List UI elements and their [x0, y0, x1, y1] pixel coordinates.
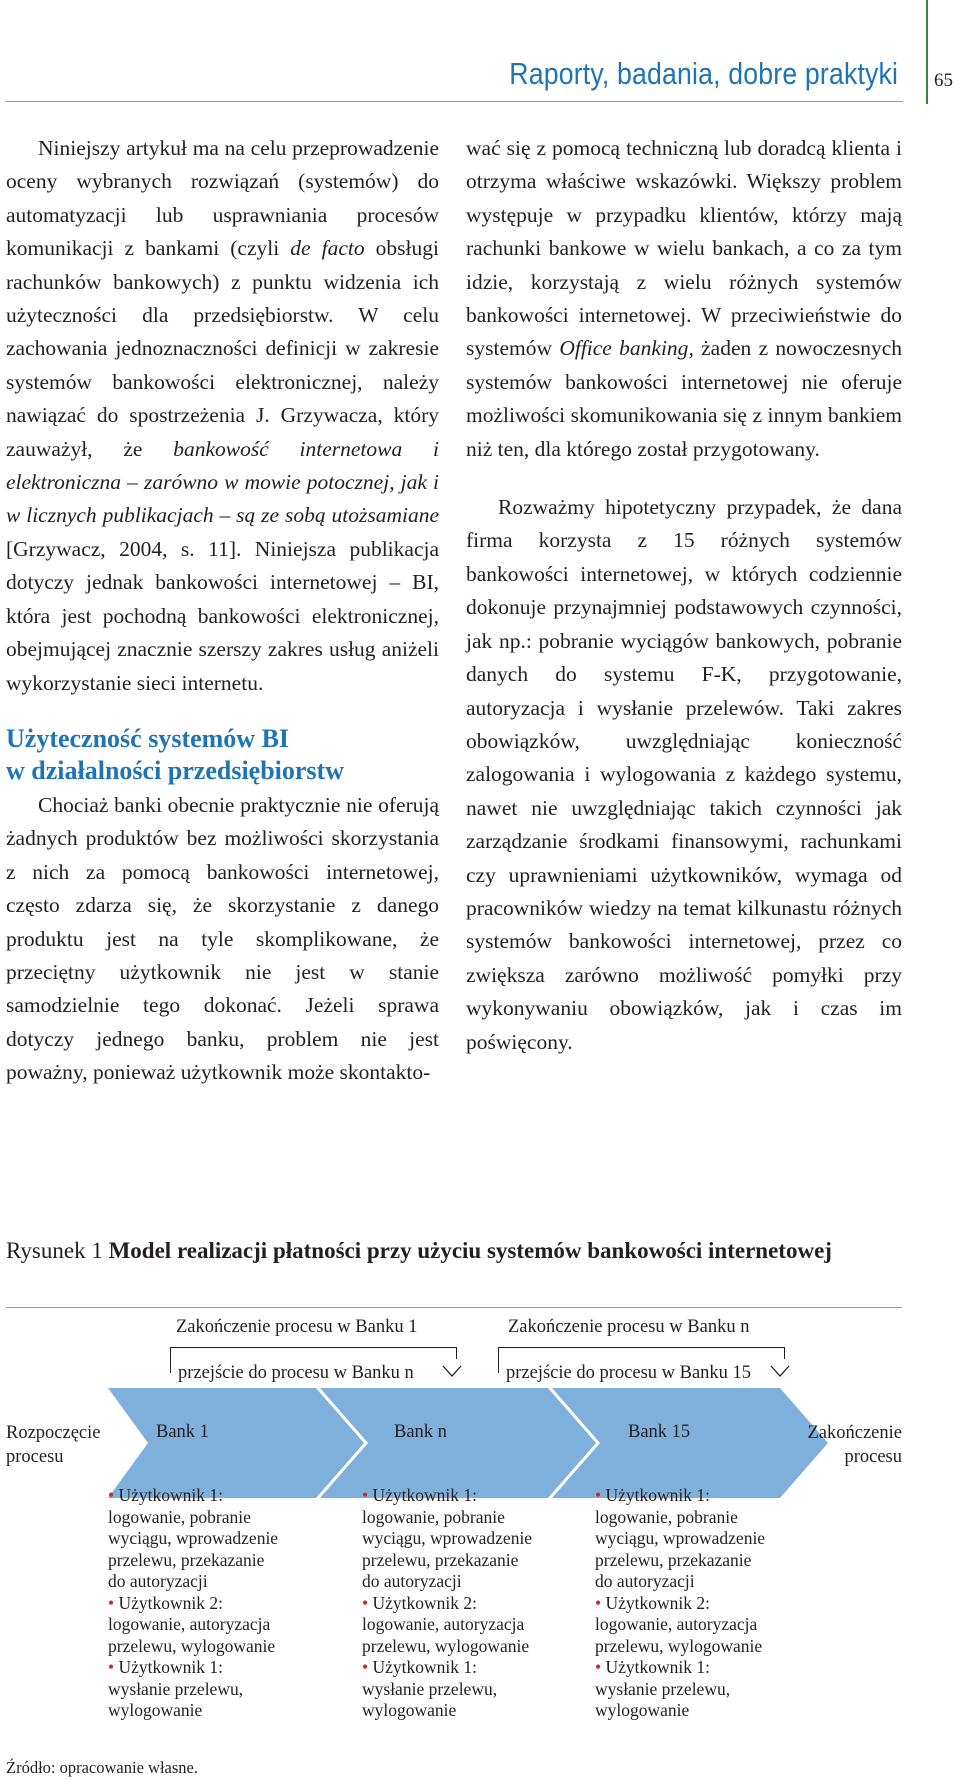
user-step-line	[595, 1550, 765, 1572]
user-step-line	[108, 1679, 278, 1701]
user-step-text: Użytkownik 2:	[372, 1592, 478, 1613]
figure-caption	[6, 1235, 902, 1267]
text-run: [Grzywacz, 2004, s. 11]. Niniejsza publikacja dotyczy jednak bankowości internetowej – BI, która jest pochodną bankowości elektronicznej, obejmującej znacznie szerszy zakres usług aniżeli wykorzystanie sieci internetu.	[6, 536, 439, 695]
user-step-line	[595, 1528, 765, 1550]
user-step-text: logowanie, autoryzacja	[595, 1614, 758, 1634]
user-step-heading	[108, 1593, 278, 1615]
user-step-line	[362, 1550, 532, 1572]
user-step-text: przelewu, przekazanie	[108, 1549, 265, 1570]
section-heading	[6, 723, 439, 787]
user-step-text: logowanie, autoryzacja	[108, 1614, 271, 1634]
right-paragraph-1	[466, 132, 902, 466]
user-step-text: wysłanie przelewu,	[595, 1678, 731, 1699]
italic-text-run: Office banking	[559, 336, 689, 361]
figure-caption-title: Model realizacji płatności przy użyciu systemów bankowości internetowej	[108, 1238, 832, 1263]
user-step-text: wylogowanie	[108, 1700, 203, 1720]
bullet-icon: •	[362, 1657, 373, 1677]
end-process-bank-n-label: Zakończenie procesu w Banku n	[508, 1317, 750, 1337]
user-step-line	[595, 1571, 765, 1593]
section-heading-line-1: Użyteczność systemów BI	[6, 723, 290, 753]
user-step-text: logowanie, pobranie	[108, 1506, 251, 1527]
bullet-icon: •	[108, 1657, 119, 1677]
user-step-text: wyciągu, wprowadzenie	[362, 1528, 533, 1548]
bullet-icon: •	[108, 1592, 119, 1613]
header-accent-line	[926, 0, 928, 104]
stage-label-bank-1: Bank 1	[156, 1422, 209, 1442]
end-process-label-line-2: procesu	[844, 1447, 902, 1467]
right-paragraph-2: Rozważmy hipotetyczny przypadek, że dana firma korzysta z 15 różnych systemów bankowości internetowej, w których codziennie dokonuje przynajmniej podstawowych czynności, jak np.: pobranie wyciągów bankowych, pobranie danych do systemu F-K, przygotowanie, autoryzacja i wysłanie przelewów. Taki zakres obowiązków, uwzględniając konieczność zalogowania i wylogowania z każdego systemu, nawet nie uwzględniając takich czynności jak zarządzanie środkami finansowymi, rachunkami czy uprawnieniami użytkowników, wymaga od pracowników wiedzy na temat kilkunastu różnych systemów bankowości internetowej, przez co zwiększa zarówno możliwość pomyłki przy wykonywaniu obowiązków, jak i czas im poświęcony.	[466, 495, 902, 1054]
user-step-text: przelewu, przekazanie	[362, 1549, 519, 1570]
user-step-line	[108, 1528, 278, 1550]
figure-source: Źródło: opracowanie własne.	[6, 1758, 198, 1777]
stage-label-bank-n: Bank n	[394, 1422, 447, 1442]
user-step-text: Użytkownik 1:	[118, 1485, 224, 1505]
user-step-line	[362, 1700, 532, 1722]
user-step-heading	[362, 1593, 532, 1615]
user-step-text: logowanie, autoryzacja	[362, 1614, 525, 1634]
user-step-line	[362, 1614, 532, 1636]
figure-caption-prefix: Rysunek 1	[6, 1238, 103, 1263]
user-step-heading	[108, 1657, 278, 1679]
user-step-text: Użytkownik 2:	[605, 1592, 711, 1613]
user-step-line	[362, 1679, 532, 1701]
user-step-text: Użytkownik 1:	[118, 1657, 224, 1677]
bracket-1-top	[170, 1347, 456, 1348]
text-run: wać się z pomocą techniczną lub doradcą klienta i otrzyma właściwe wskazówki. Większy problem występuje w przypadku klientów, którzy mają rachunki bankowe w wielu bankach, a co za tym idzie, korzystają z wielu różnych systemów bankowości internetowej. W przeciwieństwie do systemów	[466, 136, 902, 361]
user-step-line	[108, 1507, 278, 1529]
left-column	[6, 132, 439, 1090]
user-step-text: wysłanie przelewu,	[108, 1678, 244, 1699]
user-step-line	[108, 1700, 278, 1722]
user-step-text: wysłanie przelewu,	[362, 1678, 498, 1699]
bullet-icon: •	[595, 1485, 606, 1505]
user-step-heading	[595, 1485, 765, 1507]
user-step-text: do autoryzacji	[108, 1571, 208, 1591]
user-step-line	[108, 1571, 278, 1593]
bullet-icon: •	[595, 1657, 606, 1677]
start-process-label-line-1: Rozpoczęcie	[6, 1423, 101, 1443]
user-step-text: Użytkownik 2:	[118, 1592, 224, 1613]
bullet-icon: •	[108, 1485, 119, 1505]
page-number: 65	[934, 70, 953, 91]
user-step-line	[595, 1700, 765, 1722]
bracket-1-left	[170, 1347, 171, 1373]
stage-label-bank-15: Bank 15	[628, 1422, 691, 1442]
user-step-line	[595, 1679, 765, 1701]
user-step-text: wyciągu, wprowadzenie	[108, 1528, 279, 1548]
user-step-text: logowanie, pobranie	[362, 1506, 505, 1527]
arrow-down-icon	[441, 1356, 463, 1380]
user-step-text: do autoryzacji	[595, 1571, 695, 1591]
header-rule	[6, 101, 903, 102]
user-step-line	[362, 1528, 532, 1550]
user-steps-bank-15	[595, 1485, 765, 1722]
end-process-label-line-1: Zakończenie	[807, 1423, 902, 1443]
user-step-text: przelewu, wylogowanie	[108, 1635, 276, 1656]
user-step-line	[595, 1507, 765, 1529]
bullet-icon: •	[362, 1485, 373, 1505]
arrow-down-icon	[769, 1356, 791, 1380]
user-step-line	[108, 1550, 278, 1572]
transition-to-bank-15-label: przejście do procesu w Banku 15	[506, 1363, 752, 1383]
user-step-text: Użytkownik 1:	[605, 1657, 711, 1677]
user-step-heading	[595, 1657, 765, 1679]
user-steps-bank-n	[362, 1485, 532, 1722]
bullet-icon: •	[595, 1592, 606, 1613]
user-step-text: wylogowanie	[362, 1700, 457, 1720]
user-step-line	[595, 1636, 765, 1658]
user-step-line	[595, 1614, 765, 1636]
user-step-text: do autoryzacji	[362, 1571, 462, 1591]
user-step-text: wyciągu, wprowadzenie	[595, 1528, 766, 1548]
user-step-text: przelewu, wylogowanie	[362, 1635, 530, 1656]
left-paragraph-2: Chociaż banki obecnie praktycznie nie oferują żadnych produktów bez możliwości skorzystania z nich za pomocą bankowości internetowej, często zdarza się, że skorzystanie z danego produktu jest na tyle skomplikowane, że przeciętny użytkownik nie jest w stanie samodzielnie tego dokonać. Jeżeli sprawa dotyczy jednego banku, problem nie jest poważny, ponieważ użytkownik może skontakto-	[6, 792, 439, 1085]
italic-text-run: de facto	[290, 236, 365, 261]
end-process-bank-1-label: Zakończenie procesu w Banku 1	[176, 1317, 418, 1337]
transition-to-bank-n-label: przejście do procesu w Banku n	[178, 1363, 414, 1383]
section-heading-line-2: w działalności przedsiębiorstw	[6, 755, 344, 785]
text-run: , żaden z nowoczesnych systemów bankowości internetowej nie oferuje możliwości skomunikowania się z innym bankiem niż ten, dla którego został przygotowany.	[466, 336, 902, 461]
right-column	[466, 132, 902, 1059]
user-steps-bank-1	[108, 1485, 278, 1722]
user-step-line	[362, 1571, 532, 1593]
start-process-label-line-2: procesu	[6, 1447, 64, 1467]
user-step-text: Użytkownik 1:	[372, 1657, 478, 1677]
left-paragraph-1	[6, 132, 439, 700]
user-step-line	[108, 1636, 278, 1658]
user-step-heading	[108, 1485, 278, 1507]
bracket-2-left	[498, 1347, 499, 1373]
user-step-heading	[362, 1657, 532, 1679]
user-step-text: Użytkownik 1:	[372, 1485, 478, 1505]
running-header-title: Raporty, badania, dobre praktyki	[509, 56, 898, 91]
user-step-text: wylogowanie	[595, 1700, 690, 1720]
user-step-heading	[595, 1593, 765, 1615]
figure-rule	[6, 1307, 902, 1308]
user-step-text: przelewu, wylogowanie	[595, 1635, 763, 1656]
text-run: Niniejszy artykuł ma na celu przeprowadzenie oceny wybranych rozwiązań (systemów) do automatyzacji lub usprawniania procesów komunikacji z bankami (czyli	[6, 136, 439, 261]
bullet-icon: •	[362, 1592, 373, 1613]
user-step-text: Użytkownik 1:	[605, 1485, 711, 1505]
user-step-line	[362, 1636, 532, 1658]
chevron-bank-1	[108, 1388, 364, 1498]
user-step-text: logowanie, pobranie	[595, 1506, 738, 1527]
user-step-text: przelewu, przekazanie	[595, 1549, 752, 1570]
user-step-heading	[362, 1485, 532, 1507]
italic-text-run: bankowość internetowa i elektroniczna – zarówno w mowie potocznej, jak i w licznych publikacjach – są ze sobą utożsamiane	[6, 436, 439, 528]
text-run: obsługi rachunków bankowych) z punktu widzenia ich użyteczności dla przedsiębiorstw. W celu zachowania jednoznaczności definicji w zakresie systemów bankowości elektronicznej, należy nawiązać do spostrzeżenia J. Grzywacza, który zauważył, że	[6, 236, 439, 461]
bracket-2-top	[498, 1347, 784, 1348]
user-step-line	[362, 1507, 532, 1529]
user-step-line	[108, 1614, 278, 1636]
